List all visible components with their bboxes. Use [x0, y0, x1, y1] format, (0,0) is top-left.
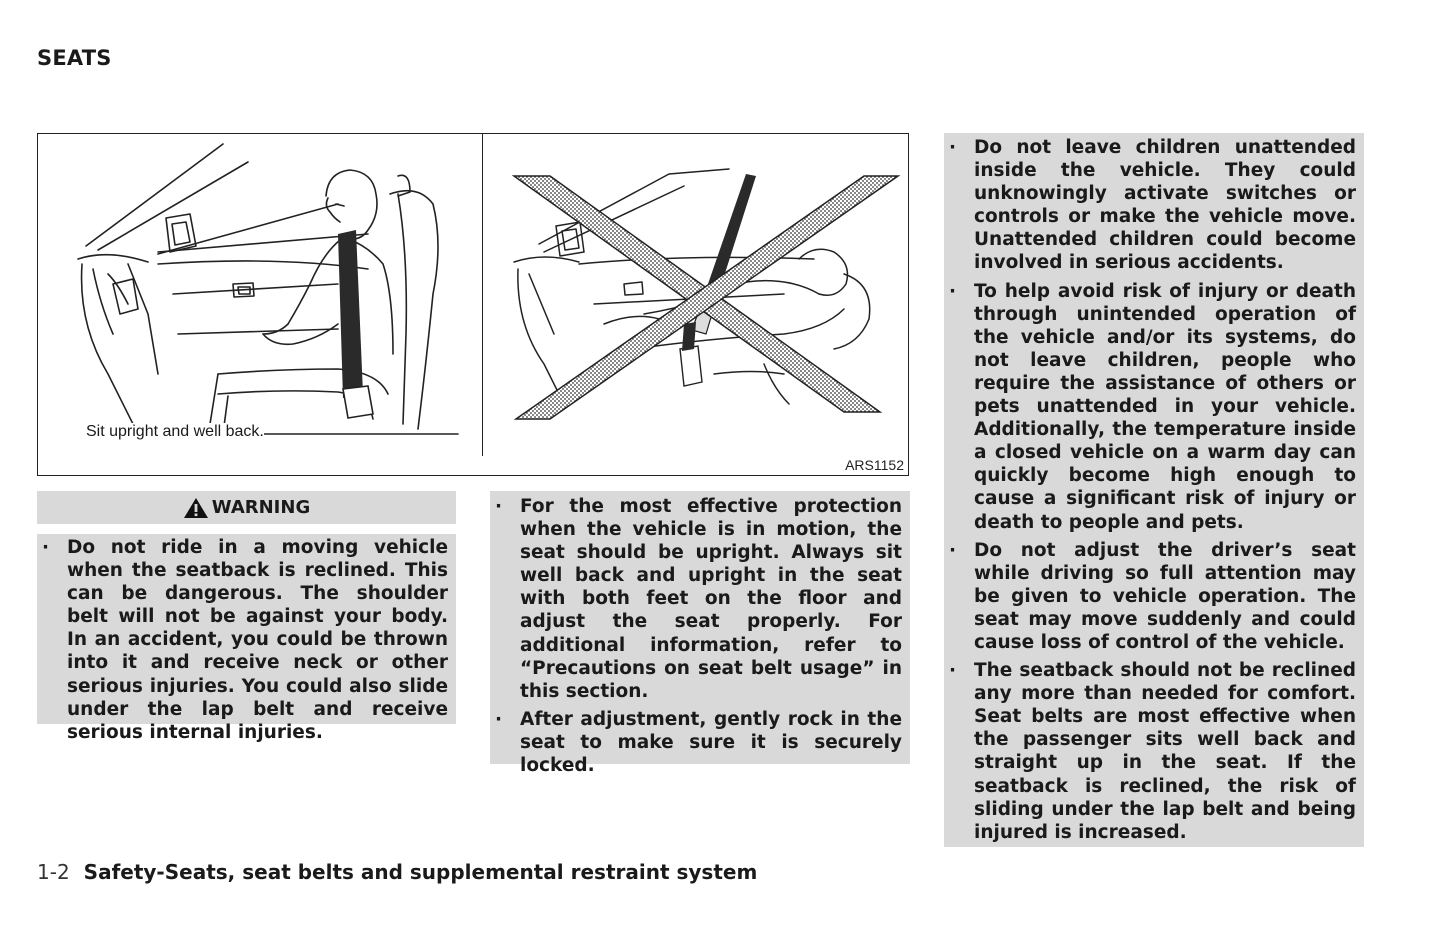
section-title: SEATS — [37, 46, 112, 70]
figure-divider — [482, 134, 483, 456]
reclined-seating-illustration — [484, 134, 908, 474]
caution-item: · Do not adjust the driver’s seat while driving so full attention may be given to vehicle operation. The seat may move suddenly and could cause loss of control of the vehicle. — [944, 539, 1356, 654]
caution-item: · After adjustment, gently rock in the seat to make sure it is securely locked. — [490, 708, 902, 777]
page-footer — [37, 860, 757, 884]
caution-item: · The seatback should not be reclined any more than needed for comfort. Seat belts are most effective when the passenger sits well back and straight up in the seat. If the seatback is reclined, the risk of sliding under the lap belt and being injured is increased. — [944, 659, 1356, 844]
caution-box-right — [944, 133, 1364, 847]
figure-code: ARS1152 — [845, 457, 904, 473]
warning-item: · Do not ride in a moving vehicle when the seatback is reclined. This can be dangerous. The shoulder belt will not be against your body. In an accident, you could be thrown into it and receive neck or other serious injuries. You could also slide under the lap belt and receive serious internal injuries. — [37, 536, 448, 744]
caution-item: · Do not leave children unattended inside the vehicle. They could unknowingly activate switches or controls or make the vehicle move. Unattended children could become involved in serious accidents. — [944, 136, 1356, 275]
seating-position-illustration — [37, 133, 909, 476]
chapter-title: Safety-Seats, seat belts and supplemental restraint system — [83, 860, 758, 884]
caution-item: · To help avoid risk of injury or death through unintended operation of the vehicle and/or its systems, do not leave children, people who require the assistance of others or pets unattended in your vehicle. Additionally, the temperature inside a closed vehicle on a warm day can quickly become high enough to cause a significant risk of injury or death to people and pets. — [944, 280, 1356, 534]
warning-header — [37, 491, 456, 524]
warning-label: WARNING — [211, 497, 311, 518]
page-number: 1-2 — [37, 860, 70, 884]
caution-box-middle — [490, 491, 910, 777]
caution-item: · For the most effective protection when the vehicle is in motion, the seat should be upright. Always sit well back and upright in the seat with both feet on the floor and adjust the seat properly. For additional information, refer to “Precautions on seat belt usage” in this section. — [490, 495, 902, 703]
warning-triangle-icon — [183, 497, 209, 519]
figure-caption: Sit upright and well back. — [86, 423, 264, 440]
warning-box — [37, 534, 456, 743]
